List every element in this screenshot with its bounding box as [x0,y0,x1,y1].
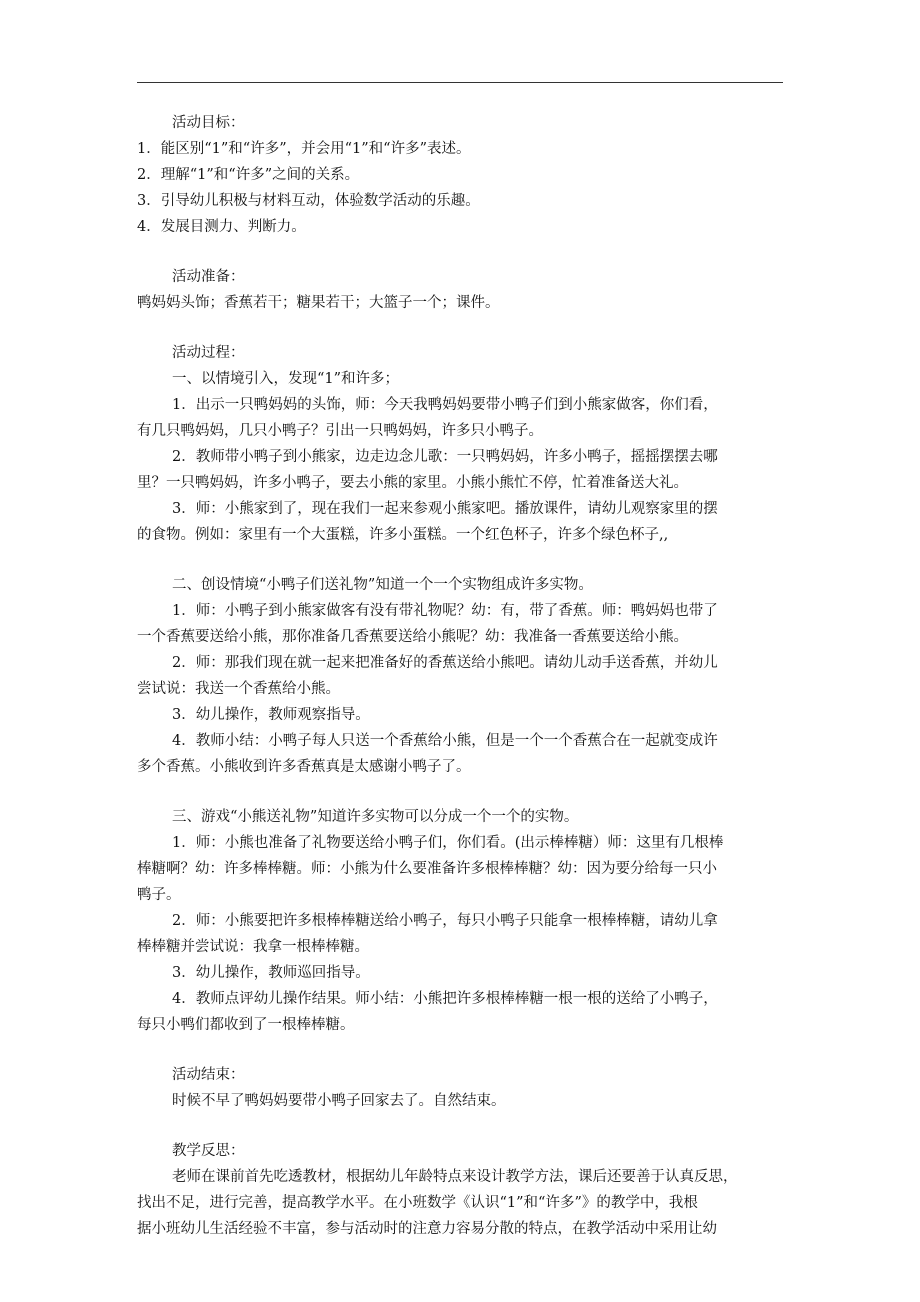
section-ending [172,1062,784,1114]
paragraph-line: 棒糖啊？幼：许多棒棒糖。师：小熊为什么要准备许多根棒棒糖？幼：因为要分给每一只小 [137,861,717,877]
reflection-heading: 教学反思： [172,1143,245,1159]
paragraph-line: 有几只鸭妈妈，几只小鸭子？引出一只鸭妈妈，许多只小鸭子。 [137,423,543,439]
goal-item: 2．理解“1”和“许多”之间的关系。 [137,167,360,183]
paragraph-line: 老师在课前首先吃透教材，根据幼儿年龄特点来设计教学方法，课后还要善于认真反思， [172,1169,738,1185]
paragraph-line: 1．师：小熊也准备了礼物要送给小鸭子们，你们看。(出示棒棒糖）师：这里有几根棒 [172,835,724,851]
paragraph-line: 棒棒糖并尝试说：我拿一根棒棒糖。 [137,939,369,955]
header-rule [137,82,783,83]
section-goals [137,110,784,240]
goal-item: 4．发展目测力、判断力。 [137,219,306,235]
paragraph-line: 3．幼儿操作，教师观察指导。 [172,707,370,723]
paragraph-line: 3．师：小熊家到了，现在我们一起来参观小熊家吧。播放课件，请幼儿观察家里的摆 [172,501,718,517]
paragraph-line: 1．师：小鸭子到小熊家做客有没有带礼物呢？幼：有，带了香蕉。师：鸭妈妈也带了 [172,603,718,619]
paragraph-line: 尝试说：我送一个香蕉给小熊。 [137,681,340,697]
section-reflection [137,1138,784,1242]
document-body [137,110,784,1242]
prep-text: 鸭妈妈头饰；香蕉若干；糖果若干；大篮子一个；课件。 [137,295,500,311]
ending-heading: 活动结束： [172,1067,245,1083]
section-part2 [137,572,784,780]
paragraph-line: 多个香蕉。小熊收到许多香蕉真是太感谢小鸭子了。 [137,759,471,775]
goal-item: 1．能区别“1”和“许多”，并会用“1”和“许多”表述。 [137,141,471,157]
paragraph-line: 鸭子。 [137,887,181,903]
part3-title: 三、游戏“小熊送礼物”知道许多实物可以分成一个一个的实物。 [172,809,579,825]
paragraph-line: 2．师：小熊要把许多根棒棒糖送给小鸭子，每只小鸭子只能拿一根棒棒糖，请幼儿拿 [172,913,718,929]
paragraph-line: 一个香蕉要送给小熊，那你准备几香蕉要送给小熊呢？幼：我准备一香蕉要送给小熊。 [137,629,688,645]
part1-title: 一、以情境引入，发现“1”和许多； [172,371,400,387]
paragraph-line: 4．教师小结：小鸭子每人只送一个香蕉给小熊，但是一个一个香蕉合在一起就变成许 [172,733,718,749]
process-heading: 活动过程： [172,345,245,361]
paragraph-line: 找出不足，进行完善，提高教学水平。在小班数学《认识“1”和“许多”》的教学中，我根 [137,1195,698,1211]
paragraph-line: 每只小鸭们都收到了一根棒棒糖。 [137,1017,355,1033]
goals-heading: 活动目标： [172,115,245,131]
ending-text: 时候不早了鸭妈妈要带小鸭子回家去了。自然结束。 [172,1093,506,1109]
prep-heading: 活动准备： [172,269,245,285]
paragraph-line: 1．出示一只鸭妈妈的头饰，师：今天我鸭妈妈要带小鸭子们到小熊家做客，你们看， [172,397,718,413]
paragraph-line: 2．师：那我们现在就一起来把准备好的香蕉送给小熊吧。请幼儿动手送香蕉，并幼儿 [172,655,718,671]
paragraph-line: 的食物。例如：家里有一个大蛋糕，许多小蛋糕。一个红色杯子，许多个绿色杯子,, [137,527,669,543]
paragraph-line: 3．幼儿操作，教师巡回指导。 [172,965,370,981]
part2-title: 二、创设情境“小鸭子们送礼物”知道一个一个实物组成许多实物。 [172,577,593,593]
paragraph-line: 2．教师带小鸭子到小熊家，边走边念儿歌：一只鸭妈妈，许多小鸭子，摇摇摆摆去哪 [172,449,718,465]
paragraph-line: 4．教师点评幼儿操作结果。师小结：小熊把许多根棒棒糖一根一根的送给了小鸭子， [172,991,718,1007]
section-process [137,340,784,548]
goal-item: 3．引导幼儿积极与材料互动，体验数学活动的乐趣。 [137,193,480,209]
section-part3 [137,804,784,1038]
paragraph-line: 里？一只鸭妈妈，许多小鸭子，要去小熊的家里。小熊小熊忙不停，忙着准备送大礼。 [137,475,688,491]
paragraph-line: 据小班幼儿生活经验不丰富，参与活动时的注意力容易分散的特点，在教学活动中采用让幼 [137,1221,717,1237]
section-prep [137,264,784,316]
